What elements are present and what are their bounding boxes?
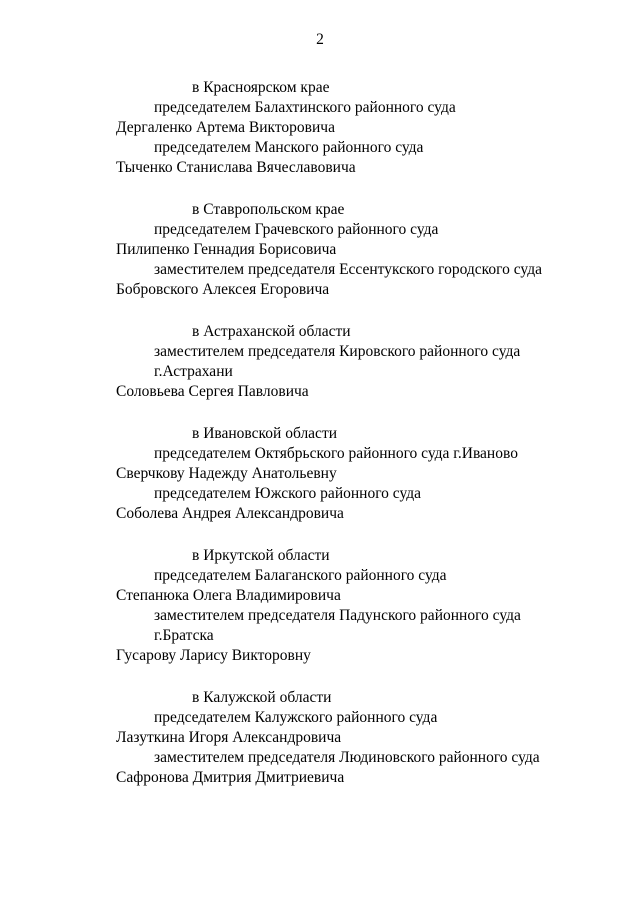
- person-name: Бобровского Алексея Егоровича: [116, 281, 330, 298]
- person-name: Соболева Андрея Александровича: [116, 505, 344, 522]
- region-section: [0, 200, 640, 300]
- court-position: председателем Манского районного суда: [154, 139, 424, 156]
- court-position: председателем Южского районного суда: [154, 485, 422, 502]
- page-number: 2: [316, 31, 324, 48]
- region-section: [0, 78, 640, 178]
- court-position: г.Братска: [154, 627, 214, 644]
- region-heading: в Ставропольском крае: [192, 201, 345, 218]
- person-name: Лазуткина Игоря Александровича: [116, 729, 342, 746]
- court-position: председателем Балахтинского районного суда: [154, 99, 456, 116]
- person-name: Сверчкову Надежду Анатольевну: [116, 465, 337, 482]
- court-position: председателем Октябрьского районного суда г.Иваново: [154, 445, 518, 462]
- region-section: [0, 546, 640, 666]
- person-name: Дергаленко Артема Викторовича: [116, 119, 335, 136]
- person-name: Пилипенко Геннадия Борисовича: [116, 241, 337, 258]
- court-position: заместителем председателя Кировского районного суда: [154, 343, 521, 360]
- court-position: председателем Калужского районного суда: [154, 709, 438, 726]
- person-name: Соловьева Сергея Павловича: [116, 383, 309, 400]
- region-heading: в Иркутской области: [192, 547, 330, 564]
- region-heading: в Астраханской области: [192, 323, 351, 340]
- region-section: [0, 688, 640, 788]
- region-section: [0, 322, 640, 402]
- appointment-list: [0, 78, 640, 810]
- person-name: Гусарову Ларису Викторовну: [116, 647, 311, 664]
- court-position: заместителем председателя Падунского районного суда: [154, 607, 521, 624]
- person-name: Тыченко Станислава Вячеславовича: [116, 159, 356, 176]
- court-position: заместителем председателя Людиновского районного суда: [154, 749, 540, 766]
- region-heading: в Красноярском крае: [192, 79, 330, 96]
- person-name: Сафронова Дмитрия Дмитриевича: [116, 769, 345, 786]
- court-position: г.Астрахани: [154, 363, 233, 380]
- court-position: председателем Балаганского районного суда: [154, 567, 447, 584]
- person-name: Степанюка Олега Владимировича: [116, 587, 341, 604]
- region-section: [0, 424, 640, 524]
- court-position: председателем Грачевского районного суда: [154, 221, 439, 238]
- court-position: заместителем председателя Ессентукского городского суда: [154, 261, 542, 278]
- region-heading: в Калужской области: [192, 689, 332, 706]
- region-heading: в Ивановской области: [192, 425, 338, 442]
